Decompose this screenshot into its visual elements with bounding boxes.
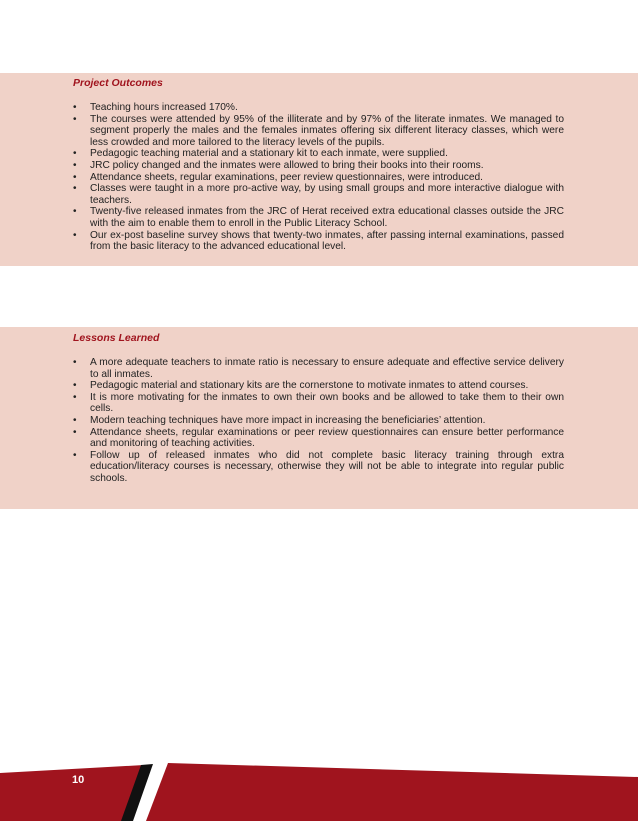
page-number: 10 xyxy=(72,774,85,786)
footer-right-red-band xyxy=(146,763,638,821)
project-outcomes-title: Project Outcomes xyxy=(73,77,163,89)
list-item: • The courses were attended by 95% of the illiterate and by 97% of the literate inmates. We managed to segment properly the males and the females inmates offering six different literacy classes, which were less crowded and more tailored to the literacy levels of the pupils. xyxy=(73,113,564,148)
bullet-icon: • xyxy=(73,148,77,160)
lessons-learned-box xyxy=(0,327,638,509)
bullet-icon: • xyxy=(73,357,77,368)
bullet-icon: • xyxy=(73,449,77,461)
footer-decoration xyxy=(0,755,638,821)
bullet-icon: • xyxy=(73,426,77,438)
list-item: • Teaching hours increased 170%. xyxy=(73,102,238,113)
bullet-icon: • xyxy=(73,102,77,113)
bullet-icon: • xyxy=(73,229,77,241)
lessons-learned-title: Lessons Learned xyxy=(73,332,160,344)
list-item: • Twenty-five released inmates from the JRC of Herat received extra educational classes outside the JRC with the aim to enable them to enroll in the Public Literacy School. xyxy=(73,206,564,229)
project-outcomes-box xyxy=(0,73,638,266)
bullet-icon: • xyxy=(73,206,77,218)
list-item: • Modern teaching techniques have more impact in increasing the beneficiaries’ attention. xyxy=(73,414,486,426)
lessons-learned-list xyxy=(73,357,564,485)
bullet-icon: • xyxy=(73,414,77,426)
list-item: • Pedagogic material and stationary kits are the cornerstone to motivate inmates to attend courses. xyxy=(73,380,529,392)
list-item: • It is more motivating for the inmates to own their own books and be allowed to take them to their own cells. xyxy=(73,391,564,415)
list-item: • A more adequate teachers to inmate ratio is necessary to ensure adequate and effective service delivery to all inmates. xyxy=(73,357,564,380)
list-item: • Classes were taught in a more pro-active way, by using small groups and more interactive dialogue with teachers. xyxy=(73,183,564,206)
bullet-icon: • xyxy=(73,171,77,183)
list-item: • JRC policy changed and the inmates were allowed to bring their books into their rooms. xyxy=(73,159,484,171)
list-item: • Our ex-post baseline survey shows that twenty-two inmates, after passing internal examinations, passed from the basic literacy to the advanced educational level. xyxy=(73,229,564,253)
bullet-icon: • xyxy=(73,159,77,171)
list-item: • Pedagogic teaching material and a stationary kit to each inmate, were supplied. xyxy=(73,148,448,160)
bullet-icon: • xyxy=(73,113,77,125)
list-item: • Attendance sheets, regular examinations, peer review questionnaires, were introduced. xyxy=(73,171,484,183)
bullet-icon: • xyxy=(73,380,77,392)
bullet-icon: • xyxy=(73,183,77,195)
project-outcomes-list xyxy=(73,102,564,253)
list-item: • Follow up of released inmates who did not complete basic literacy training through extra education/literacy courses is necessary, otherwise they will not be able to integrate into regular public schools. xyxy=(73,449,564,484)
list-item: • Attendance sheets, regular examinations or peer review questionnaires can ensure better performance and monitoring of teaching activities. xyxy=(73,426,564,450)
bullet-icon: • xyxy=(73,391,77,403)
